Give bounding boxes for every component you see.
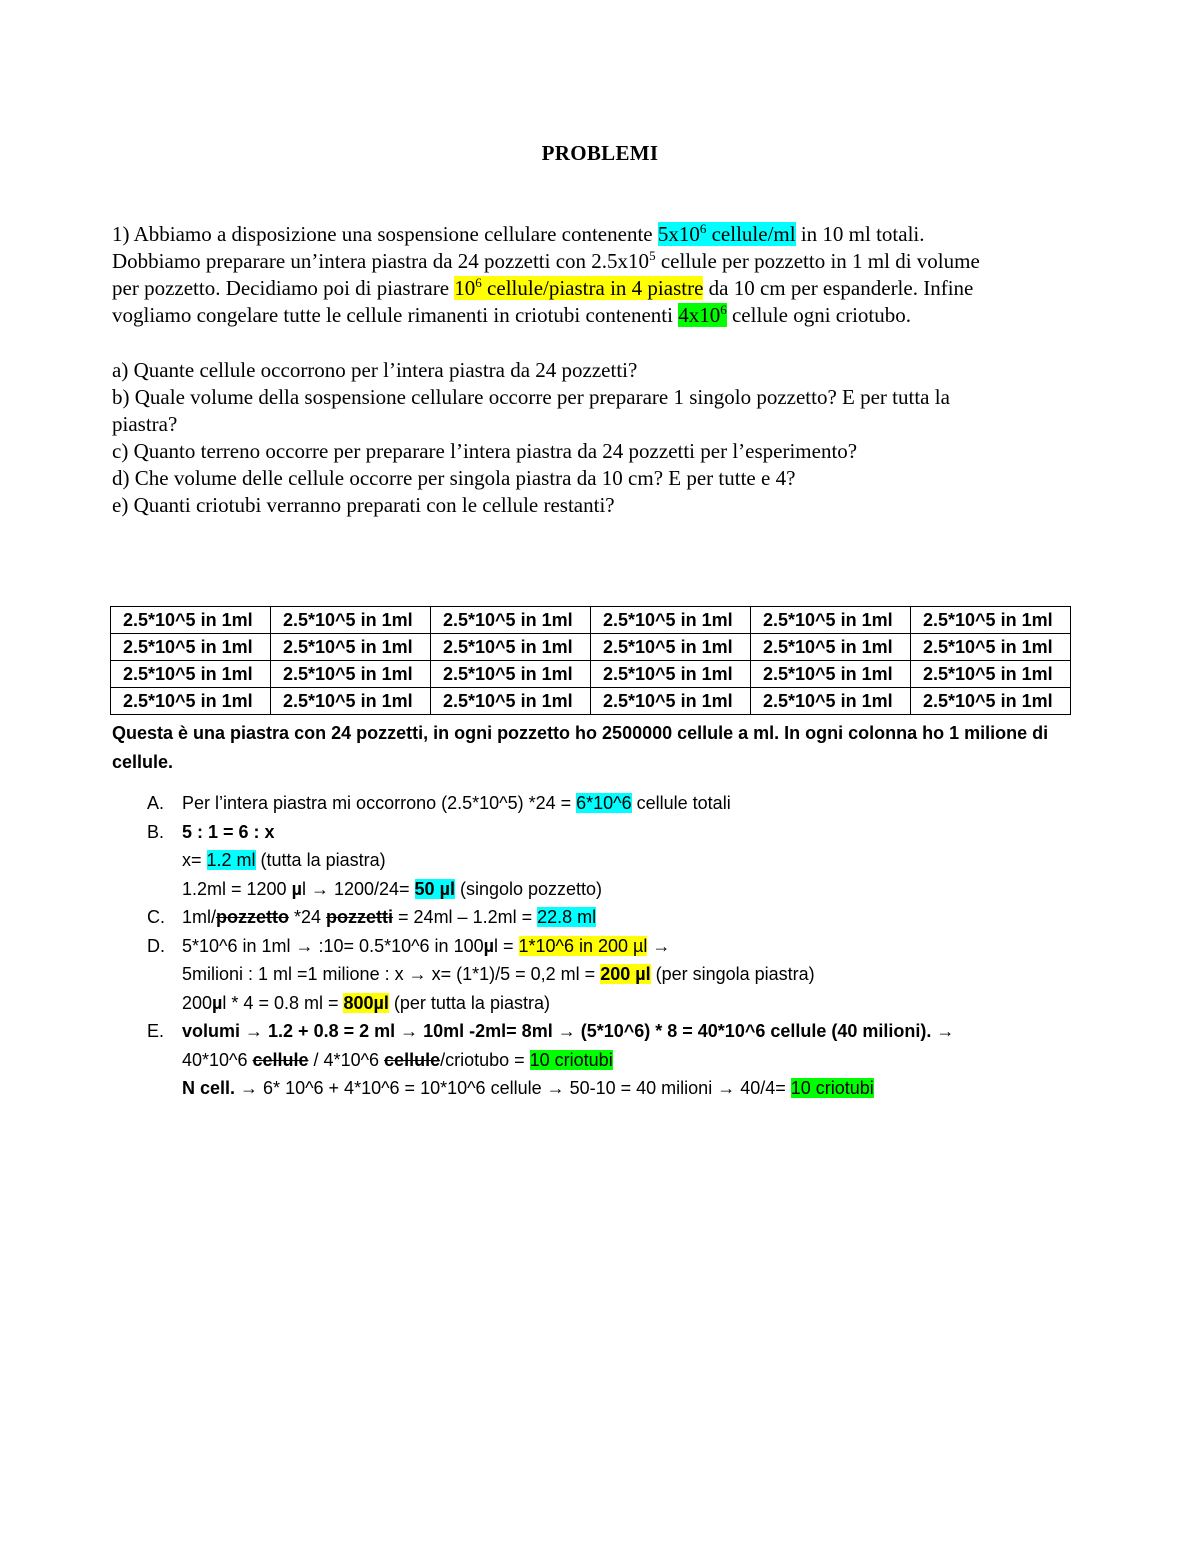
text: 1200/24=: [328, 878, 415, 899]
arrow-right-icon: →: [936, 1021, 955, 1041]
highlight-text: 5x10: [657, 222, 700, 246]
superscript: 5: [649, 248, 656, 263]
question-b: b) Quale volume della sospensione cellulare occorre per preparare 1 singolo pozzetto? E per tutta la: [112, 385, 950, 409]
text: 40/4=: [735, 1078, 791, 1098]
table-cell: 2.5*10^5 in 1ml: [111, 634, 271, 661]
answer-text: [182, 1074, 874, 1103]
highlight-result: 800µl: [343, 992, 389, 1013]
table-cell: 2.5*10^5 in 1ml: [431, 607, 591, 634]
highlight-result: 10 criotubi: [790, 1078, 874, 1098]
table-cell: 2.5*10^5 in 1ml: [271, 634, 431, 661]
text: l =: [493, 935, 519, 956]
table-cell: 2.5*10^5 in 1ml: [591, 634, 751, 661]
table-cell: 2.5*10^5 in 1ml: [751, 688, 911, 715]
text: 1.2ml = 1200: [182, 878, 292, 899]
intro-text: vogliamo congelare tutte le cellule rimanenti in criotubi contenenti: [112, 303, 679, 327]
table-cell: 2.5*10^5 in 1ml: [111, 688, 271, 715]
table-cell: 2.5*10^5 in 1ml: [591, 688, 751, 715]
micro-symbol: µ: [212, 992, 223, 1013]
answer-d-line-3: [112, 989, 1102, 1018]
struck-text: cellule: [252, 1049, 309, 1070]
highlight-text: cellule/ml: [706, 222, 796, 246]
intro-text: in 10 ml totali.: [795, 222, 925, 246]
table-cell: 2.5*10^5 in 1ml: [911, 688, 1071, 715]
answer-d: [112, 932, 1102, 961]
superscript: 6: [699, 221, 707, 236]
question-d: d) Che volume delle cellule occorre per singola piastra da 10 cm? E per tutte e 4?: [112, 466, 796, 490]
text: (per singola piastra): [650, 964, 815, 984]
intro-line-2: [112, 248, 1102, 275]
list-marker: A.: [147, 793, 165, 813]
list-marker: E.: [147, 1021, 165, 1041]
intro-text: cellule ogni criotubo.: [726, 303, 912, 327]
list-marker: B.: [147, 821, 165, 842]
plate-note: [112, 719, 1102, 777]
answer-text: [182, 875, 602, 904]
highlight-result: 10 criotubi: [529, 1049, 613, 1070]
superscript: 6: [475, 275, 482, 290]
arrow-right-icon: →: [408, 964, 427, 984]
table-row: [111, 661, 1071, 688]
arrow-right-icon: →: [400, 1021, 419, 1041]
text: cellule totali: [631, 793, 731, 813]
highlight-text: cellule/piastra in 4 piastre: [481, 276, 704, 300]
table-cell: 2.5*10^5 in 1ml: [751, 661, 911, 688]
struck-text: pozzetto: [216, 907, 289, 927]
table-cell: 2.5*10^5 in 1ml: [271, 688, 431, 715]
micro-symbol: µ: [291, 878, 302, 899]
highlight-cryotube: [678, 303, 727, 327]
highlight-result: 200 µl: [600, 964, 651, 984]
intro-text: per pozzetto. Decidiamo poi di piastrare: [112, 276, 455, 300]
text: /criotubo =: [440, 1049, 530, 1070]
intro-line-1: [112, 221, 1102, 248]
table-row: [111, 634, 1071, 661]
text: 40*10^6: [182, 1049, 253, 1070]
answer-e-line-3: [112, 1074, 1102, 1103]
struck-text: pozzetti: [326, 907, 394, 927]
table-row: [111, 607, 1071, 634]
list-marker: D.: [147, 935, 165, 956]
answer-text: [182, 846, 386, 875]
arrow-right-icon: →: [235, 1078, 259, 1098]
table-cell: 2.5*10^5 in 1ml: [911, 607, 1071, 634]
answer-a: [112, 789, 1102, 818]
highlight-result: 6*10^6: [576, 793, 632, 813]
answer-text: [182, 789, 731, 818]
table-cell: 2.5*10^5 in 1ml: [111, 607, 271, 634]
text: = 24ml – 1.2ml =: [393, 907, 538, 927]
answer-e-line-2: [112, 1046, 1102, 1075]
highlight-text: 4x10: [678, 303, 721, 327]
text: (5*10^6) * 8 = 40*10^6 cellule (40 milioni).: [575, 1021, 937, 1041]
arrow-right-icon: →: [310, 878, 329, 899]
answer-b-line-2: [112, 846, 1102, 875]
text: x=: [182, 850, 207, 870]
arrow-right-icon: →: [557, 1021, 576, 1041]
answer-text: [182, 1046, 613, 1075]
text: N cell.: [182, 1078, 236, 1098]
text: volumi: [182, 1021, 241, 1041]
page-title: PROBLEMI: [541, 141, 659, 165]
answers-list: [112, 789, 1102, 1103]
table-cell: 2.5*10^5 in 1ml: [111, 661, 271, 688]
text: (singolo pozzetto): [454, 878, 603, 899]
intro-line-4: [112, 302, 1102, 329]
intro-line-3: [112, 275, 1102, 302]
intro-text: 1) Abbiamo a disposizione una sospensione cellulare contenente: [112, 222, 658, 246]
answer-d-line-2: [112, 960, 1102, 989]
list-marker: C.: [147, 907, 165, 927]
text: Per l’intera piastra mi occorrono (2.5*10^5) *24 =: [182, 793, 577, 813]
text: *24: [289, 907, 327, 927]
intro-text: Dobbiamo preparare un’intera piastra da 24 pozzetti con 2.5x10: [112, 249, 650, 273]
note-line-1: Questa è una piastra con 24 pozzetti, in ogni pozzetto ho 2500000 cellule a ml. In ogni colonna ho 1 milione di: [112, 723, 1049, 743]
text: :10= 0.5*10^6 in 100: [313, 935, 484, 956]
table-cell: 2.5*10^5 in 1ml: [911, 661, 1071, 688]
text: x= (1*1)/5 = 0,2 ml =: [426, 964, 601, 984]
text: 5milioni : 1 ml =1 milione : x: [182, 964, 409, 984]
highlight-result: 50 µl: [414, 878, 455, 899]
superscript: 6: [720, 302, 727, 317]
table-cell: 2.5*10^5 in 1ml: [751, 634, 911, 661]
answer-text: [182, 989, 550, 1018]
question-a: a) Quante cellule occorrono per l’intera piastra da 24 pozzetti?: [112, 358, 638, 382]
table-cell: 2.5*10^5 in 1ml: [431, 688, 591, 715]
table-cell: 2.5*10^5 in 1ml: [431, 661, 591, 688]
highlight-result: 1*10^6 in 200 µl: [518, 935, 648, 956]
text: / 4*10^6: [308, 1049, 385, 1070]
answer-b-line-3: [112, 875, 1102, 904]
intro-text: cellule per pozzetto in 1 ml di volume: [655, 249, 980, 273]
answer-c: [112, 903, 1102, 932]
text: 200: [182, 992, 213, 1013]
answer-text: [182, 932, 670, 961]
question-e: e) Quanti criotubi verranno preparati con le cellule restanti?: [112, 493, 615, 517]
table-row: [111, 688, 1071, 715]
answer-text: 5 : 1 = 6 : x: [182, 821, 275, 842]
arrow-right-icon: →: [647, 935, 671, 956]
text: (per tutta la piastra): [388, 992, 550, 1013]
table-cell: 2.5*10^5 in 1ml: [751, 607, 911, 634]
text: 6* 10^6 + 4*10^6 = 10*10^6 cellule: [258, 1078, 547, 1098]
problem-statement: [112, 221, 1102, 329]
micro-symbol: µ: [483, 935, 494, 956]
note-line-2: cellule.: [112, 752, 174, 772]
text: 1ml/: [182, 907, 217, 927]
question-list: [112, 357, 1102, 519]
text: 5*10^6 in 1ml: [182, 935, 296, 956]
highlight-plating: [454, 276, 703, 300]
question-c: c) Quanto terreno occorre per preparare l’intera piastra da 24 pozzetti per l’esperimento?: [112, 439, 858, 463]
answer-e: [112, 1017, 1102, 1046]
text: 50-10 = 40 milioni: [564, 1078, 718, 1098]
text: l * 4 = 0.8 ml =: [222, 992, 344, 1013]
highlight-result: 1.2 ml: [206, 850, 256, 870]
plate-table: [110, 606, 1071, 715]
answer-text: [182, 960, 815, 989]
answer-b: [112, 818, 1102, 847]
highlight-concentration: [658, 222, 796, 246]
arrow-right-icon: →: [546, 1078, 565, 1098]
intro-text: da 10 cm per espanderle. Infine: [703, 276, 974, 300]
arrow-right-icon: →: [295, 935, 314, 956]
table-cell: 2.5*10^5 in 1ml: [591, 661, 751, 688]
struck-text: cellule: [384, 1049, 441, 1070]
answer-text: [182, 1017, 954, 1046]
question-b-continued: piastra?: [112, 412, 178, 436]
table-cell: 2.5*10^5 in 1ml: [591, 607, 751, 634]
text: 10ml -2ml= 8ml: [418, 1021, 558, 1041]
table-cell: 2.5*10^5 in 1ml: [911, 634, 1071, 661]
answer-text: [182, 903, 596, 932]
table-cell: 2.5*10^5 in 1ml: [271, 607, 431, 634]
table-cell: 2.5*10^5 in 1ml: [271, 661, 431, 688]
table-cell: 2.5*10^5 in 1ml: [431, 634, 591, 661]
text: 1.2 + 0.8 = 2 ml: [263, 1021, 401, 1041]
text: l: [301, 878, 311, 899]
highlight-result: 22.8 ml: [537, 907, 597, 927]
text: (tutta la piastra): [255, 850, 386, 870]
arrow-right-icon: →: [240, 1021, 264, 1041]
arrow-right-icon: →: [717, 1078, 736, 1098]
highlight-text: 10: [454, 276, 476, 300]
